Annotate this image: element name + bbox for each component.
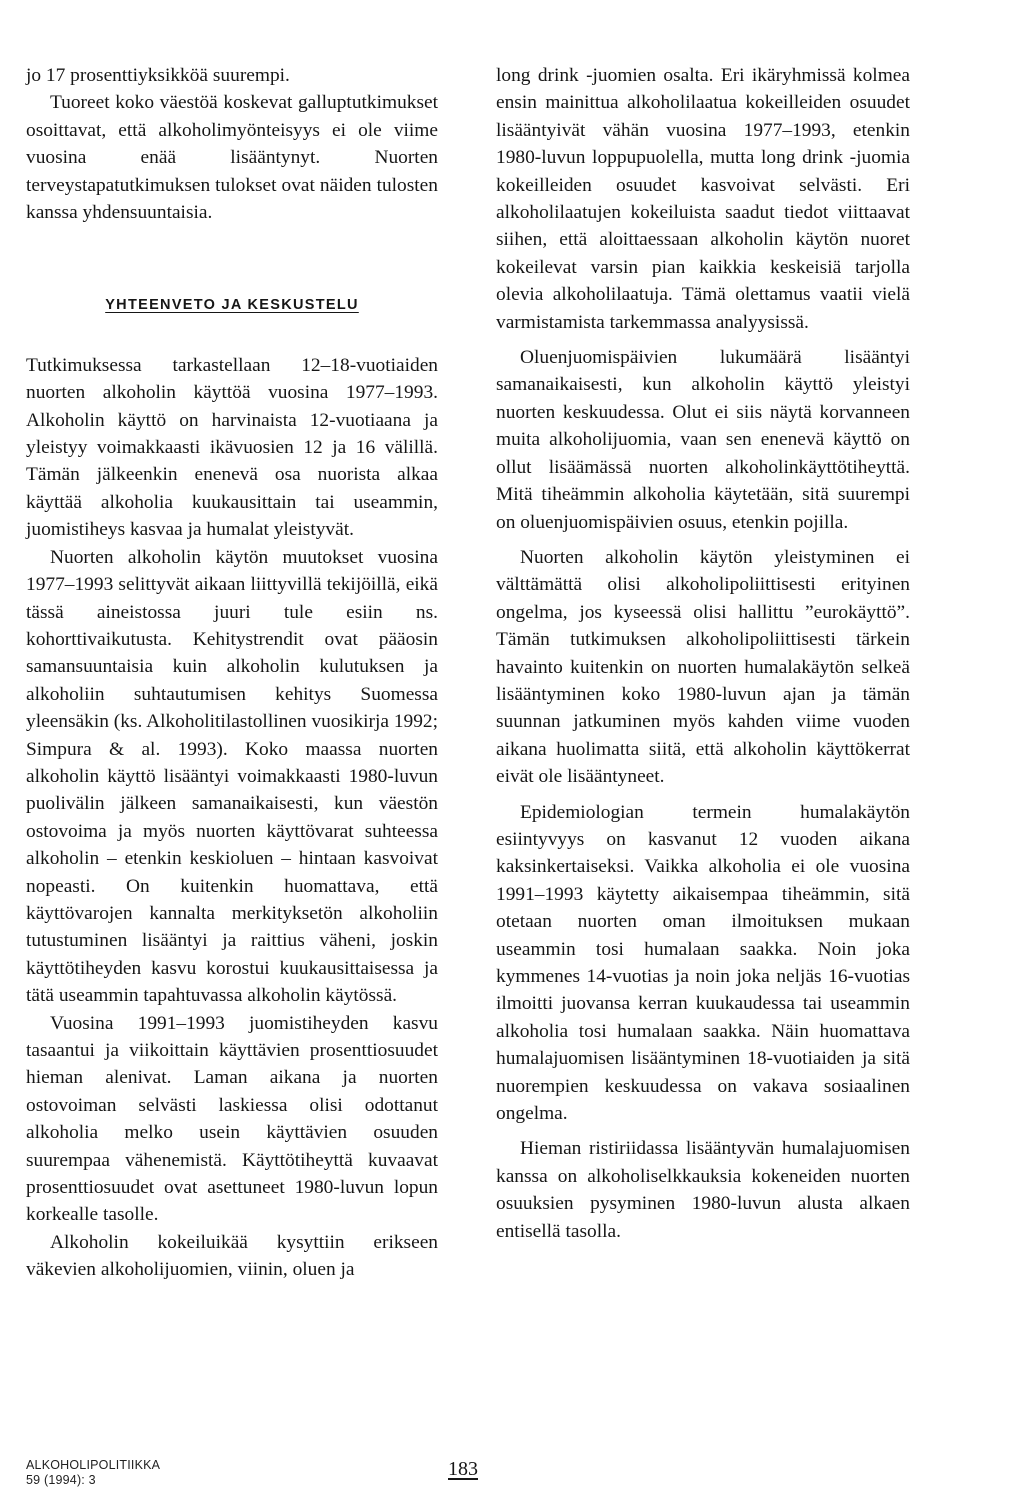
- section-heading: YHTEENVETO JA KESKUSTELU: [105, 297, 359, 314]
- right-paragraph-5: Hieman ristiriidassa lisääntyvän humalajuomisen kanssa on alkoholiselkkauksia kokeneiden nuorten osuuksien pysyminen 1980-luvun alusta alkaen entisellä tasolla.: [496, 1138, 910, 1242]
- left-paragraph-1: jo 17 prosenttiyksikköä suurempi.: [26, 65, 290, 86]
- page-number: 183: [448, 1458, 478, 1480]
- right-paragraph-1: long drink -juomien osalta. Eri ikäryhmissä kolmea ensin mainittua alkoholilaatua kokeilleiden osuudet lisääntyivät vähän vuosina 1977–1993, etenkin 1980-luvun loppupuolella, mutta long drink -juomia kokeilleiden osuudet kasvoivat selvästi. Eri alkoholilaatujen kokeiluista saadut tiedot viittaavat siihen, että aloittaessaan alkoholin käytön nuoret kokeilevat varsin pian kaikkia keskeisiä tarjolla olevia alkoholilaatuja. Tämä olettamus vaatii vielä varmistamista tarkemmassa analyysissä.: [496, 65, 910, 333]
- journal-issue: 59 (1994): 3: [26, 1473, 96, 1487]
- left-paragraph-4: Nuorten alkoholin käytön muutokset vuosina 1977–1993 selittyvät aikaan liittyvillä tekijöillä, eikä tässä aineistossa juuri tule esiin ns. kohorttivaikutusta. Kehitystrendit ovat pääosin samansuuntaisia kuin alkoholin kulutuksen ja alkoholiin suhtautumisen kehitys Suomessa yleensäkin (ks. Alkoholitilastollinen vuosikirja 1992; Simpura & al. 1993). Koko maassa nuorten alkoholin käyttö lisääntyi voimakkaasti 1980-luvun puolivälin jälkeen samanaikaisesti, kun väestön ostovoima ja myös nuorten käyttövarat suhteessa alkoholin – etenkin keskioluen – hintaan kasvoivat nopeasti. On kuitenkin huomattava, että käyttövarojen kannalta merkityksetön alkoholiin tutustuminen lisääntyi ja raittius väheni, joskin käyttötiheyden kasvu korostui kuukausittaisessa ja tätä useammin tapahtuvassa alkoholin käytössä.: [26, 546, 439, 1007]
- left-paragraph-3: Tutkimuksessa tarkastellaan 12–18-vuotiaiden nuorten alkoholin käyttöä vuosina 1977–1993. Alkoholin käyttö on harvinaista 12-vuotiaana ja yleistyy voimakkaasti ikävuosien 12 ja 16 välillä. Tämän jälkeenkin enenevä osa nuorista alkaa käyttää alkoholia kuukausittain tai useammin, juomistiheys kasvaa ja humalat yleistyvät.: [26, 354, 438, 541]
- journal-footer: [26, 1458, 160, 1488]
- right-paragraph-2: Oluenjuomispäivien lukumäärä lisääntyi samanaikaisesti, kun alkoholin käyttö yleistyi nuorten keskuudessa. Olut ei siis näytä korvanneen muita alkoholijuomia, vaan sen enenevä käyttö on ollut lisäämässä nuorten alkoholinkäyttötiheyttä. Mitä tiheämmin alkoholia käytetään, sitä suurempi on oluenjuomispäivien osuus, etenkin pojilla.: [496, 347, 910, 533]
- left-column: [26, 62, 438, 1284]
- left-paragraph-6: Alkoholin kokeiluikää kysyttiin erikseen väkevien alkoholijuomien, viinin, oluen ja: [26, 1231, 438, 1281]
- journal-name: ALKOHOLIPOLITIIKKA: [26, 1458, 161, 1472]
- right-paragraph-4: Epidemiologian termein humalakäytön esiintyvyys on kasvanut 12 vuoden aikana kaksinkertaiseksi. Vaikka alkoholia ei ole vuosina 1991–1993 käytetty aikaisempaa tiheämmin, sitä otetaan nuorten oman ilmoituksen mukaan useammin tosi humalaan saakka. Noin joka kymmenes 14-vuotias ja noin joka neljäs 16-vuotias ilmoitti juovansa kerran kuukaudessa tai useammin alkoholia tosi humalaan saakka. Näin huomattava humalajuomisen lisääntyminen 18-vuotiaiden ja sitä nuorempien keskuudessa on vakava sosiaalinen ongelma.: [496, 801, 910, 1125]
- right-paragraph-3: Nuorten alkoholin käytön yleistyminen ei välttämättä olisi alkoholipoliittisesti erityinen ongelma, jos kyseessä olisi hallittu ”eurokäyttö”. Tämän tutkimuksen alkoholipoliittisesti tärkein havainto kuitenkin on nuorten humalakäytön selkeä lisääntyminen koko 1980-luvun ajan ja tämän suunnan jatkuminen myös kahden viime vuoden aikana huolimatta siitä, että alkoholin käyttökerrat eivät ole lisääntyneet.: [496, 546, 910, 788]
- right-column: [496, 62, 910, 1245]
- left-paragraph-2: Tuoreet koko väestöä koskevat galluptutkimukset osoittavat, että alkoholimyönteisyys ei ole viime vuosina enää lisääntynyt. Nuorten terveystapatutkimuksen tulokset ovat näiden tulosten kanssa yhdensuuntaisia.: [26, 92, 438, 224]
- left-paragraph-5: Vuosina 1991–1993 juomistiheyden kasvu tasaantui ja viikoittain käyttävien prosenttiosuudet hieman alenivat. Laman aikana ja nuorten ostovoiman selvästi laskiessa olisi odottanut alkoholia melko usein käyttävien osuuden suurempaa vähenemistä. Käyttötiheyttä kuvaavat prosenttiosuudet ovat asettuneet 1980-luvun lopun korkealle tasolle.: [26, 1012, 438, 1226]
